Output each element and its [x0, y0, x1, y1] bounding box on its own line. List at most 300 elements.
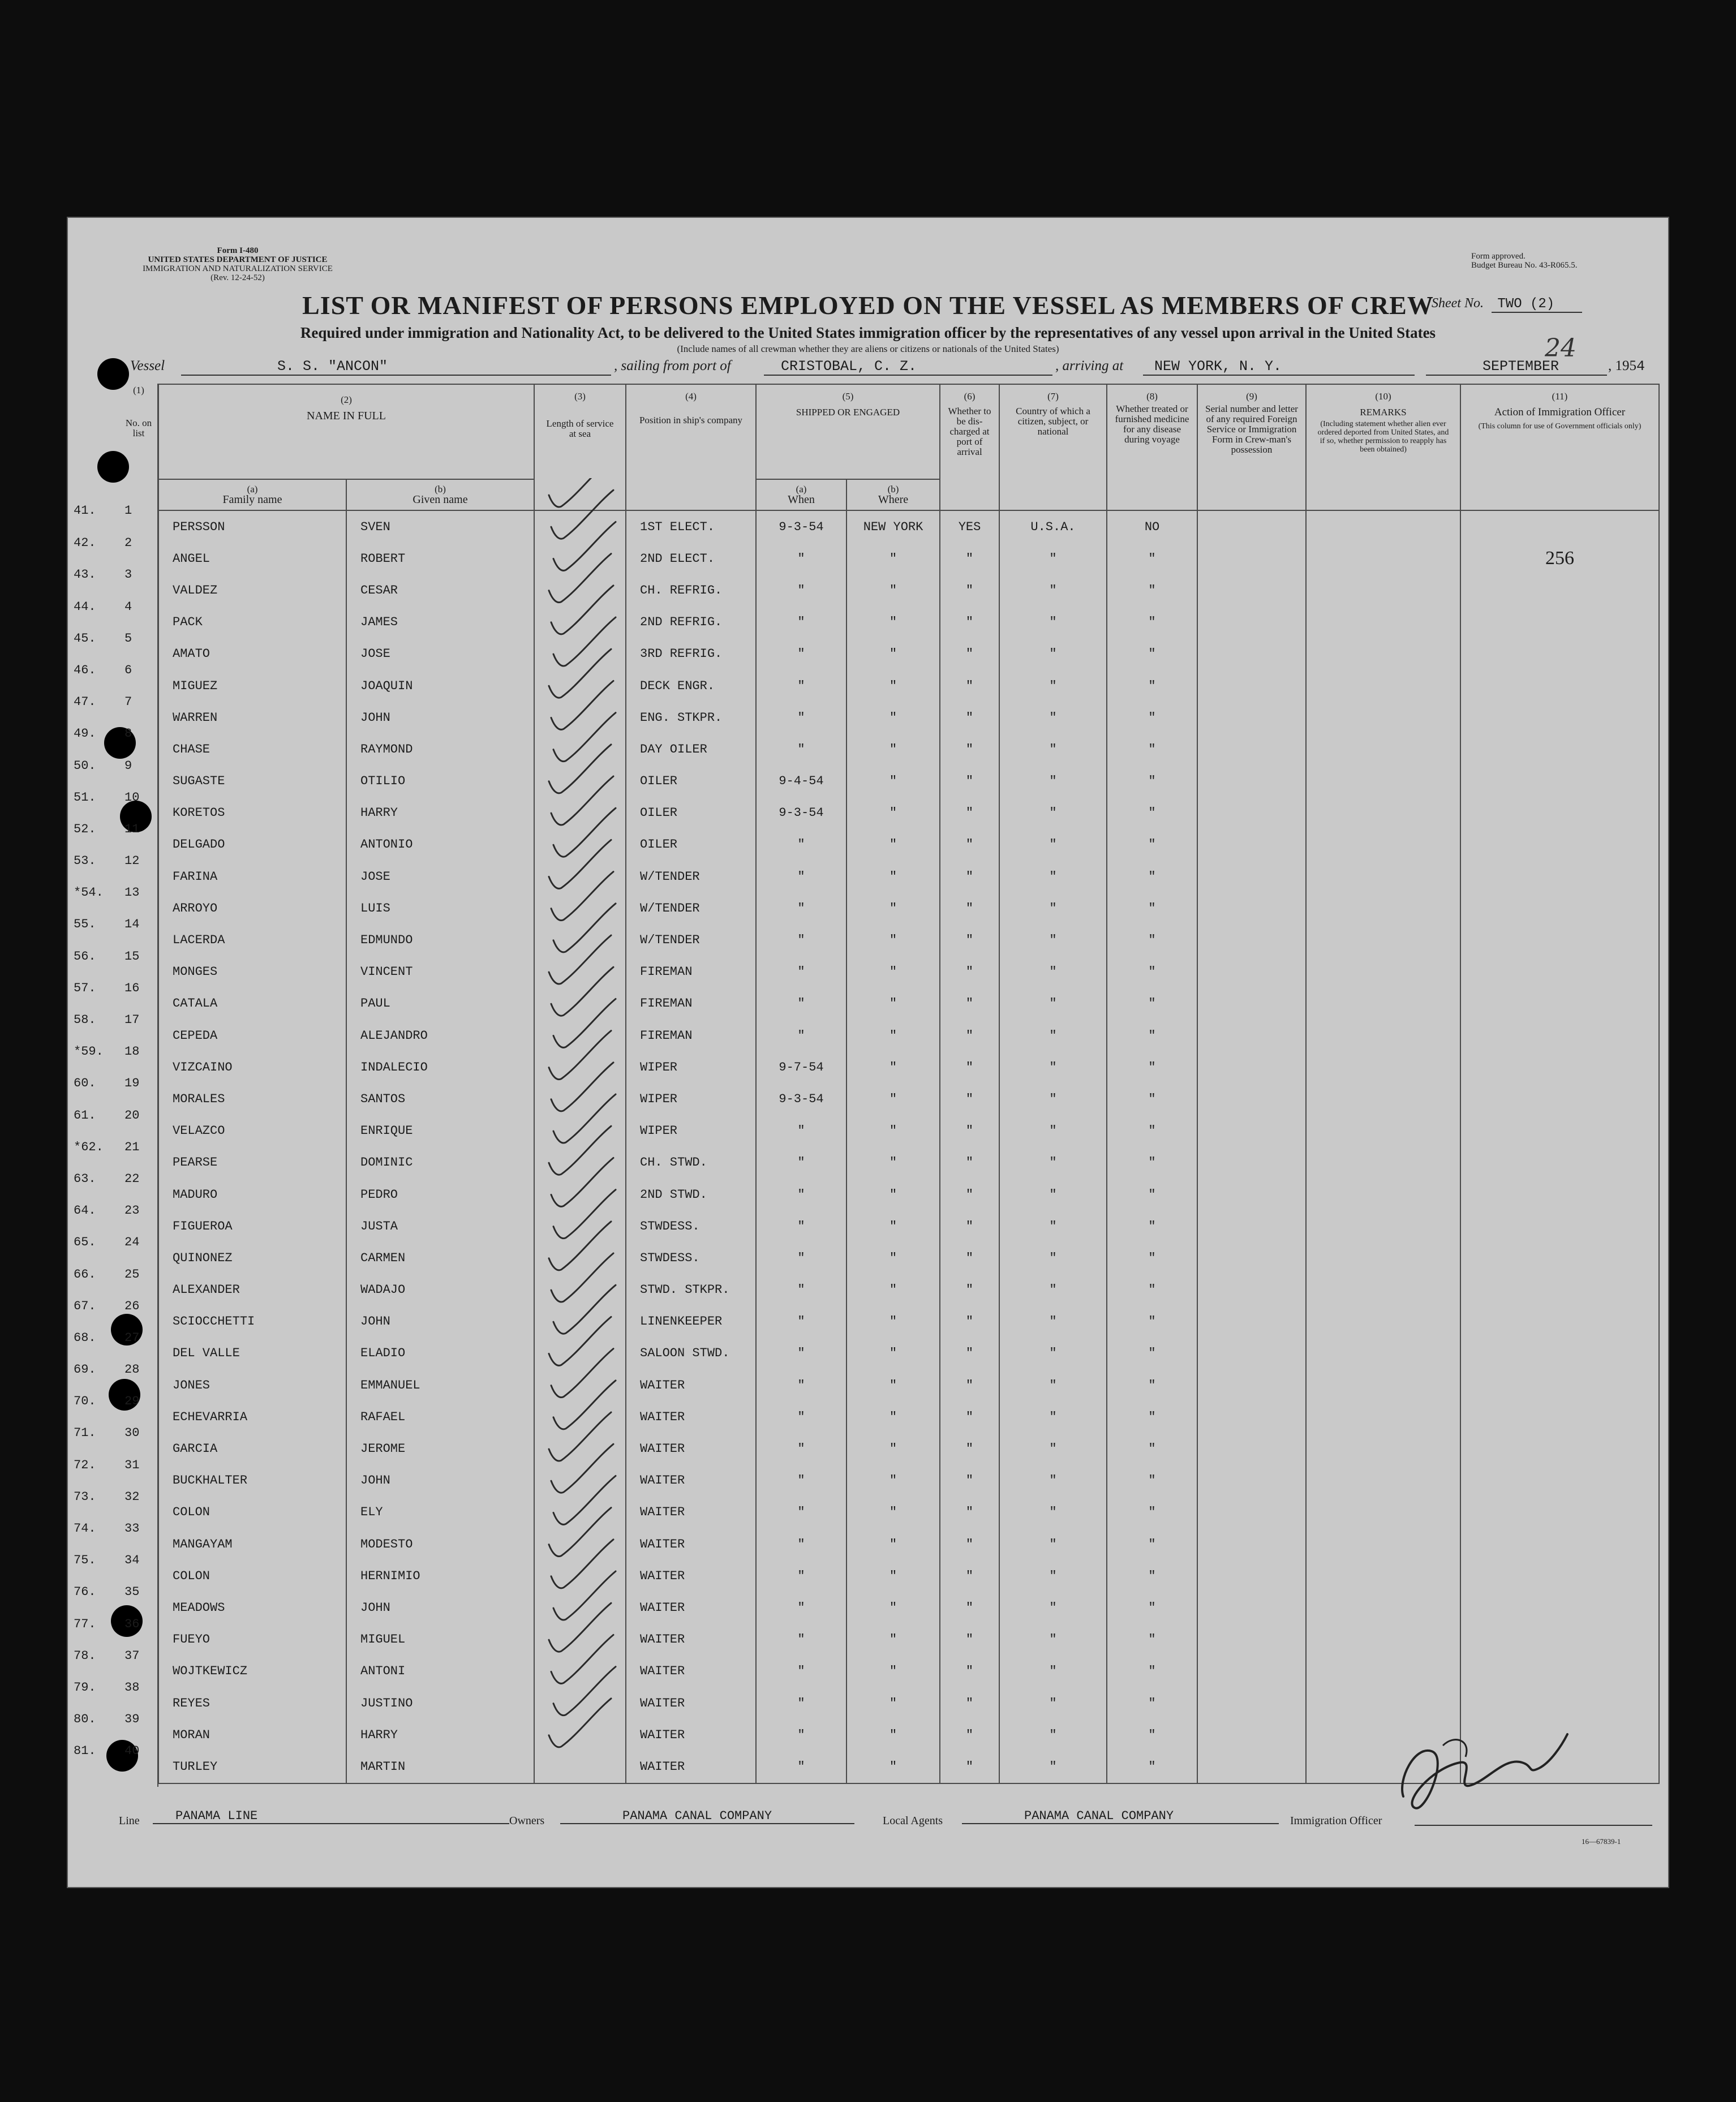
remarks-cell: [1306, 1433, 1460, 1464]
where-label: Where: [878, 493, 909, 506]
discharged-cell: ": [940, 956, 999, 988]
discharged-cell: ": [940, 1369, 999, 1401]
col-number: (9): [1246, 391, 1257, 402]
remarks-cell: [1306, 1401, 1460, 1433]
given-name-cell: JOHN: [346, 1465, 534, 1497]
position-cell: W/TENDER: [626, 861, 756, 892]
sequence-number: *54.: [74, 885, 104, 900]
sequence-number: 78.: [74, 1648, 96, 1663]
remarks-cell: [1306, 607, 1460, 638]
crew-row: [158, 1020, 1659, 1051]
check-mark: [553, 999, 616, 1047]
list-number: 37: [124, 1648, 140, 1663]
list-number: 38: [124, 1680, 140, 1695]
given-name-label: Given name: [412, 493, 468, 506]
action-cell: [1460, 702, 1659, 733]
where-cell: ": [846, 956, 940, 988]
remarks-cell: [1306, 670, 1460, 702]
treated-cell: ": [1107, 1624, 1197, 1656]
when-cell: ": [756, 638, 846, 670]
given-name-cell: VINCENT: [346, 956, 534, 988]
discharged-cell: ": [940, 733, 999, 765]
crew-row: [158, 1338, 1659, 1369]
given-name-cell: DOMINIC: [346, 1147, 534, 1179]
treated-cell: ": [1107, 1306, 1197, 1338]
treated-cell: ": [1107, 1020, 1197, 1051]
where-cell: ": [846, 1274, 940, 1306]
list-number: 16: [124, 981, 140, 995]
check-mark: [551, 681, 613, 729]
remarks-cell: [1306, 892, 1460, 924]
sequence-number: 46.: [74, 663, 96, 677]
family-name-cell: ARROYO: [158, 892, 346, 924]
serial-cell: [1197, 1592, 1306, 1623]
discharged-cell: ": [940, 670, 999, 702]
check-mark: [551, 1635, 613, 1683]
when-cell: ": [756, 1433, 846, 1464]
serial-cell: [1197, 670, 1306, 702]
list-number: 3: [124, 568, 132, 582]
remarks-cell: [1306, 1051, 1460, 1083]
list-number: 25: [124, 1267, 140, 1282]
check-mark: [551, 1540, 613, 1588]
check-mark: [551, 490, 613, 539]
sequence-number: 67.: [74, 1299, 96, 1313]
position-cell: WIPER: [626, 1083, 756, 1115]
serial-cell: [1197, 1242, 1306, 1274]
serial-cell: [1197, 892, 1306, 924]
family-name-cell: SCIOCCHETTI: [158, 1306, 346, 1338]
country-cell: ": [999, 1083, 1107, 1115]
action-cell: [1460, 1401, 1659, 1433]
sequence-number: 45.: [74, 631, 96, 646]
sub-col: (b): [435, 484, 446, 495]
family-name-cell: JONES: [158, 1369, 346, 1401]
remarks-cell: [1306, 574, 1460, 606]
discharged-cell: ": [940, 1401, 999, 1433]
given-name-cell: INDALECIO: [346, 1051, 534, 1083]
country-cell: ": [999, 1020, 1107, 1051]
no-on-list-header: [120, 385, 157, 439]
col-number: (8): [1146, 391, 1158, 402]
family-name-cell: MIGUEZ: [158, 670, 346, 702]
serial-cell: [1197, 1433, 1306, 1464]
when-cell: ": [756, 1020, 846, 1051]
discharged-cell: ": [940, 1083, 999, 1115]
crew-row: [158, 924, 1659, 956]
given-name-cell: JEROME: [346, 1433, 534, 1464]
position-cell: WAITER: [626, 1719, 756, 1751]
check-mark: [553, 808, 616, 857]
where-cell: ": [846, 1338, 940, 1369]
list-number: 6: [124, 663, 132, 677]
action-cell: [1460, 1656, 1659, 1687]
treated-cell: ": [1107, 607, 1197, 638]
position-cell: SALOON STWD.: [626, 1338, 756, 1369]
treated-cell: ": [1107, 892, 1197, 924]
sub-col: (a): [796, 484, 807, 495]
where-cell: ": [846, 543, 940, 574]
family-name-cell: FARINA: [158, 861, 346, 892]
discharged-cell: ": [940, 861, 999, 892]
action-cell: [1460, 861, 1659, 892]
treated-cell: ": [1107, 1751, 1197, 1783]
given-name-cell: MIGUEL: [346, 1624, 534, 1656]
sequence-number: 58.: [74, 1013, 96, 1027]
remarks-cell: [1306, 1497, 1460, 1528]
given-name-cell: EDMUNDO: [346, 924, 534, 956]
sequence-number: 51.: [74, 790, 96, 805]
crew-row: [158, 1528, 1659, 1560]
family-name-cell: PACK: [158, 607, 346, 638]
country-cell: ": [999, 1210, 1107, 1242]
serial-cell: [1197, 1147, 1306, 1179]
list-number: 9: [124, 758, 132, 773]
crew-row: [158, 670, 1659, 702]
discharged-cell: ": [940, 1051, 999, 1083]
when-cell: ": [756, 1147, 846, 1179]
sailing-label: , sailing from port of: [614, 358, 731, 373]
family-name-cell: DELGADO: [158, 829, 346, 861]
position-cell: WAITER: [626, 1656, 756, 1687]
given-name-cell: ROBERT: [346, 543, 534, 574]
discharged-cell: ": [940, 1179, 999, 1210]
crew-row: [158, 1433, 1659, 1464]
treated-cell: ": [1107, 1592, 1197, 1623]
crew-row: [158, 1369, 1659, 1401]
family-name-cell: LACERDA: [158, 924, 346, 956]
position-cell: WAITER: [626, 1560, 756, 1592]
given-name-cell: ANTONI: [346, 1656, 534, 1687]
serial-cell: [1197, 1497, 1306, 1528]
remarks-cell: [1306, 1528, 1460, 1560]
country-cell: ": [999, 1528, 1107, 1560]
country-cell: ": [999, 638, 1107, 670]
sequence-number: 69.: [74, 1362, 96, 1377]
given-name-cell: PAUL: [346, 988, 534, 1020]
family-name-cell: PEARSE: [158, 1147, 346, 1179]
when-cell: ": [756, 1242, 846, 1274]
country-cell: U.S.A.: [999, 510, 1107, 543]
discharged-cell: ": [940, 1115, 999, 1147]
where-cell: ": [846, 733, 940, 765]
given-name-cell: ENRIQUE: [346, 1115, 534, 1147]
check-mark: [551, 1349, 613, 1398]
crew-row: [158, 543, 1659, 574]
where-cell: NEW YORK: [846, 510, 940, 543]
where-cell: ": [846, 1592, 940, 1623]
discharged-cell: ": [940, 1497, 999, 1528]
when-cell: ": [756, 1592, 846, 1623]
when-cell: ": [756, 1115, 846, 1147]
shipped-label: SHIPPED OR ENGAGED: [796, 407, 900, 418]
check-mark: [553, 1190, 616, 1239]
serial-cell: [1197, 1401, 1306, 1433]
agents-value: PANAMA CANAL COMPANY: [962, 1809, 1279, 1824]
action-cell: 256: [1460, 543, 1659, 574]
name-header: [158, 384, 534, 479]
serial-header: [1197, 384, 1306, 510]
country-cell: ": [999, 1147, 1107, 1179]
discharged-cell: ": [940, 1656, 999, 1687]
crew-row: [158, 1465, 1659, 1497]
where-cell: ": [846, 1115, 940, 1147]
position-cell: WAITER: [626, 1624, 756, 1656]
treated-cell: ": [1107, 829, 1197, 861]
crew-rows: [74, 504, 1659, 1783]
treated-cell: ": [1107, 1465, 1197, 1497]
given-name-header: [346, 479, 534, 510]
owners-label: Owners: [509, 1815, 545, 1827]
check-mark: [549, 649, 611, 698]
sequence-number: 75.: [74, 1553, 96, 1568]
check-mark: [549, 1412, 611, 1461]
check-mark: [553, 1285, 616, 1334]
list-number: 23: [124, 1203, 140, 1218]
crew-row: [158, 1147, 1659, 1179]
remarks-cell: [1306, 988, 1460, 1020]
page-title: LIST OR MANIFEST OF PERSONS EMPLOYED ON THE VESSEL AS MEMBERS OF CREW: [302, 291, 1434, 320]
when-cell: ": [756, 1560, 846, 1592]
include-note: (Include names of all crewman whether they are aliens or citizens or nationals of the United States): [677, 343, 1059, 354]
country-cell: ": [999, 829, 1107, 861]
country-cell: ": [999, 1592, 1107, 1623]
check-mark: [551, 776, 613, 825]
when-cell: ": [756, 1401, 846, 1433]
when-cell: ": [756, 1306, 846, 1338]
sequence-number: 63.: [74, 1171, 96, 1186]
action-cell: [1460, 829, 1659, 861]
col-number: (5): [842, 391, 854, 402]
country-header: [999, 384, 1107, 510]
check-mark: [551, 872, 613, 921]
remarks-cell: [1306, 1624, 1460, 1656]
owners-value: PANAMA CANAL COMPANY: [560, 1809, 854, 1824]
crew-row: [158, 1592, 1659, 1623]
when-cell: ": [756, 574, 846, 606]
treated-cell: ": [1107, 1210, 1197, 1242]
family-name-header: [158, 479, 346, 510]
crew-row: [158, 861, 1659, 892]
sequence-number: *62.: [74, 1140, 104, 1154]
col-number: (1): [133, 385, 144, 396]
action-cell: [1460, 1306, 1659, 1338]
treated-cell: ": [1107, 766, 1197, 797]
sequence-number: 52.: [74, 822, 96, 836]
given-name-cell: OTILIO: [346, 766, 534, 797]
remarks-cell: [1306, 510, 1460, 543]
list-number: 22: [124, 1171, 140, 1186]
treated-cell: ": [1107, 1338, 1197, 1369]
country-cell: ": [999, 1338, 1107, 1369]
sequence-number: 81.: [74, 1744, 96, 1759]
treated-cell: ": [1107, 924, 1197, 956]
where-cell: ": [846, 766, 940, 797]
action-cell: [1460, 1433, 1659, 1464]
where-cell: ": [846, 924, 940, 956]
action-cell: [1460, 1338, 1659, 1369]
given-name-cell: PEDRO: [346, 1179, 534, 1210]
family-name-cell: VALDEZ: [158, 574, 346, 606]
family-name-cell: COLON: [158, 1497, 346, 1528]
crew-row: [158, 988, 1659, 1020]
serial-cell: [1197, 1083, 1306, 1115]
check-mark: [553, 617, 616, 666]
sheet-label: Sheet No.: [1432, 296, 1484, 311]
arrival-year: [1608, 358, 1645, 375]
serial-cell: [1197, 861, 1306, 892]
list-number: 12: [124, 854, 140, 869]
given-name-cell: JOAQUIN: [346, 670, 534, 702]
action-cell: [1460, 1147, 1659, 1179]
remarks-label: REMARKS: [1360, 407, 1407, 418]
country-cell: ": [999, 1242, 1107, 1274]
remarks-cell: [1306, 543, 1460, 574]
family-name-cell: ANGEL: [158, 543, 346, 574]
list-number: 15: [124, 949, 140, 964]
action-cell: [1460, 1274, 1659, 1306]
discharged-cell: ": [940, 607, 999, 638]
treated-cell: ": [1107, 638, 1197, 670]
country-cell: ": [999, 861, 1107, 892]
year-prefix: , 195: [1608, 358, 1636, 373]
serial-cell: [1197, 1624, 1306, 1656]
family-name-cell: MORAN: [158, 1719, 346, 1751]
family-name-cell: MADURO: [158, 1179, 346, 1210]
given-name-cell: ALEJANDRO: [346, 1020, 534, 1051]
when-cell: ": [756, 1274, 846, 1306]
form-number: Form I-480: [217, 246, 259, 255]
when-label: When: [788, 493, 815, 506]
country-label: Country of which a citizen, subject, or national: [1016, 406, 1090, 437]
budget-number: Budget Bureau No. 43-R065.5.: [1471, 261, 1578, 270]
service-checkmarks: [532, 478, 617, 1791]
country-cell: ": [999, 733, 1107, 765]
action-cell: [1460, 1592, 1659, 1623]
position-cell: WAITER: [626, 1528, 756, 1560]
sequence-number: 71.: [74, 1426, 96, 1441]
action-cell: [1460, 733, 1659, 765]
discharged-cell: ": [940, 1147, 999, 1179]
country-cell: ": [999, 574, 1107, 606]
treated-cell: ": [1107, 1497, 1197, 1528]
officer-line: [1415, 1825, 1652, 1826]
where-cell: ": [846, 829, 940, 861]
where-cell: ": [846, 638, 940, 670]
action-cell: [1460, 1210, 1659, 1242]
sheet-number: [1432, 296, 1582, 313]
discharged-cell: ": [940, 1751, 999, 1783]
position-cell: ENG. STKPR.: [626, 702, 756, 733]
country-cell: ": [999, 1306, 1107, 1338]
where-cell: ": [846, 1051, 940, 1083]
check-mark: [549, 1031, 611, 1080]
action-cell: [1460, 1465, 1659, 1497]
country-cell: ": [999, 956, 1107, 988]
given-name-cell: CARMEN: [346, 1242, 534, 1274]
where-cell: ": [846, 1465, 940, 1497]
treated-cell: ": [1107, 1179, 1197, 1210]
crew-row: [158, 829, 1659, 861]
action-cell: [1460, 574, 1659, 606]
position-cell: 2ND STWD.: [626, 1179, 756, 1210]
check-mark: [553, 522, 616, 570]
family-name-cell: ECHEVARRIA: [158, 1401, 346, 1433]
position-cell: STWD. STKPR.: [626, 1274, 756, 1306]
treated-cell: ": [1107, 861, 1197, 892]
country-cell: ": [999, 1433, 1107, 1464]
crew-row: [158, 702, 1659, 733]
discharged-cell: ": [940, 1306, 999, 1338]
family-name-cell: MEADOWS: [158, 1592, 346, 1623]
serial-cell: [1197, 1051, 1306, 1083]
check-mark: [549, 1508, 611, 1557]
position-cell: FIREMAN: [626, 988, 756, 1020]
where-cell: ": [846, 702, 940, 733]
arrival-day-handwritten: 24: [1545, 334, 1576, 363]
list-number: 5: [124, 631, 132, 646]
check-mark: [549, 840, 611, 888]
family-name-cell: FIGUEROA: [158, 1210, 346, 1242]
discharged-cell: ": [940, 702, 999, 733]
arriving-label: , arriving at: [1055, 358, 1124, 373]
list-number: 34: [124, 1553, 140, 1568]
country-cell: ": [999, 1401, 1107, 1433]
check-mark: [553, 1571, 616, 1620]
country-cell: ": [999, 1497, 1107, 1528]
discharged-cell: ": [940, 1528, 999, 1560]
action-cell: [1460, 1051, 1659, 1083]
when-cell: ": [756, 1528, 846, 1560]
service-label: Length of service at sea: [546, 418, 614, 439]
list-number: 21: [124, 1140, 140, 1154]
sequence-number: 66.: [74, 1267, 96, 1282]
treated-cell: ": [1107, 1687, 1197, 1719]
crew-row: [158, 574, 1659, 606]
given-name-cell: HARRY: [346, 797, 534, 829]
serial-cell: [1197, 988, 1306, 1020]
sequence-number: 44.: [74, 599, 96, 614]
family-name-cell: AMATO: [158, 638, 346, 670]
sequence-number: 61.: [74, 1108, 96, 1123]
list-number: 40: [124, 1744, 140, 1759]
col-number: (6): [964, 391, 976, 402]
country-cell: ": [999, 607, 1107, 638]
country-cell: ": [999, 1560, 1107, 1592]
serial-cell: [1197, 1528, 1306, 1560]
serial-cell: [1197, 733, 1306, 765]
sequence-number: 77.: [74, 1617, 96, 1631]
when-cell: ": [756, 892, 846, 924]
where-cell: ": [846, 1624, 940, 1656]
discharged-cell: ": [940, 1465, 999, 1497]
when-cell: ": [756, 1210, 846, 1242]
manifest-sheet: [68, 218, 1668, 1887]
family-name-cell: PERSSON: [158, 510, 346, 543]
treated-cell: ": [1107, 1369, 1197, 1401]
header-row: [158, 384, 1659, 479]
serial-cell: [1197, 638, 1306, 670]
remarks-cell: [1306, 702, 1460, 733]
when-cell: ": [756, 1624, 846, 1656]
country-cell: ": [999, 892, 1107, 924]
discharged-cell: ": [940, 1020, 999, 1051]
serial-cell: [1197, 607, 1306, 638]
serial-cell: [1197, 1115, 1306, 1147]
action-cell: [1460, 1528, 1659, 1560]
check-mark: [553, 713, 616, 762]
check-mark: [549, 1699, 611, 1747]
